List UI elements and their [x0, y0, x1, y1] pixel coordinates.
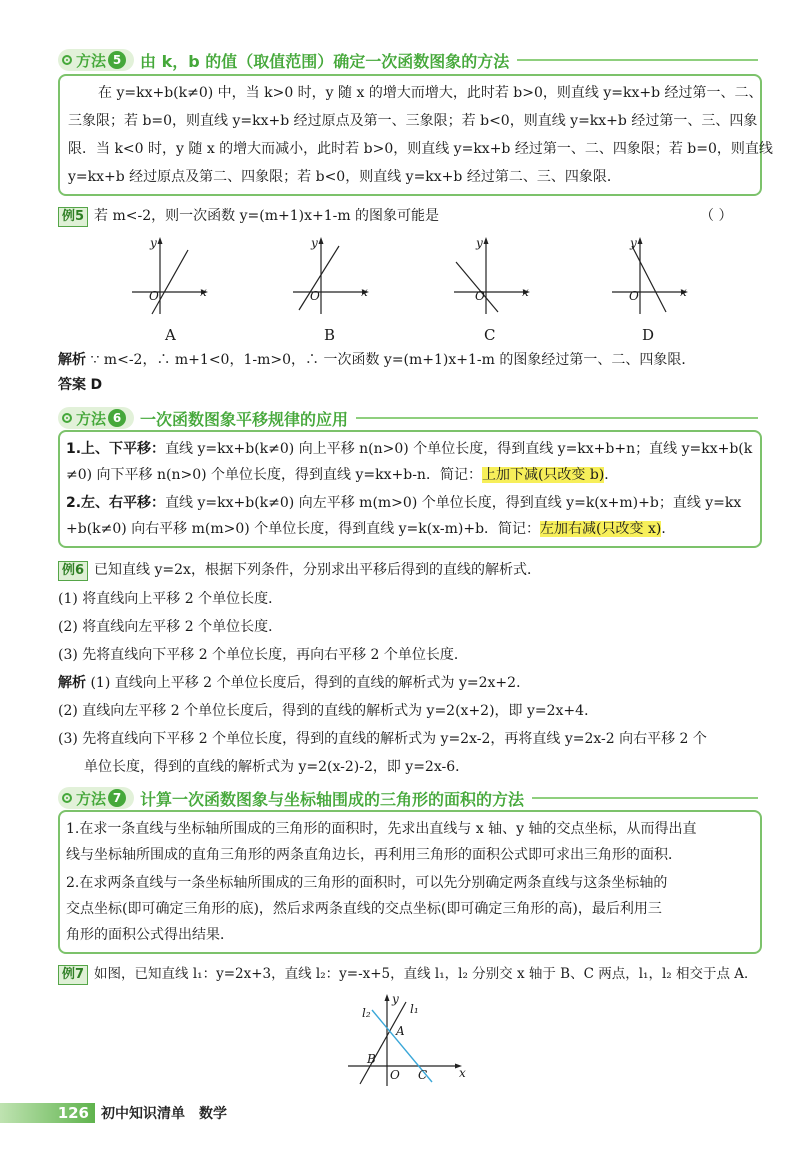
- highlight-mnemonic: 上加下减(只改变 b): [481, 467, 605, 483]
- circle-bullet-icon: [62, 793, 72, 803]
- header-rule: [517, 59, 758, 61]
- example7-question: 例7 如图，已知直线 l₁：y=2x+3，直线 l₂：y=-x+5，直线 l₁，l₂ 分别交 x 轴于 B、C 两点，l₁，l₂ 相交于点 A．: [58, 964, 758, 985]
- example7-figure: [340, 990, 470, 1090]
- example-tag: 例6: [58, 561, 88, 581]
- method6-item2-line1: 2.左、右平移：直线 y=kx+b(k≠0) 向左平移 m(m>0) 个单位长度，得到直线 y=k(x+m)+b；直线 y=kx: [66, 495, 742, 511]
- graph-d-x: x: [680, 285, 687, 299]
- graph-c-x: x: [522, 285, 529, 299]
- method7-line-2: 线与坐标轴所围成的直角三角形的两条直角边长，再利用三角形的面积公式即可求出三角形的面积．: [66, 847, 682, 863]
- graph-c-label: C: [484, 326, 496, 344]
- fig-l2-label: l₂: [362, 1006, 371, 1020]
- method7-title: 计算一次函数图象与坐标轴围成的三角形的面积的方法: [140, 789, 525, 809]
- method5-header: [58, 48, 758, 72]
- method7-line-3: 2.在求两条直线与一条坐标轴所围成的三角形的面积时，可以先分别确定两条直线与这条坐标轴的: [66, 875, 668, 891]
- method7-line-4: 交点坐标(即可确定三角形的底)，然后求两条直线的交点坐标(即可确定三角形的高)，最后利用三: [66, 901, 662, 917]
- fig-y-label: y: [392, 992, 399, 1006]
- example-tag: 例7: [58, 965, 88, 985]
- graph-d: [610, 236, 690, 316]
- method-number: 5: [108, 51, 126, 69]
- graph-b-y: y: [311, 236, 318, 250]
- method-tag: 方法 5: [58, 49, 134, 71]
- method5-line-3: 限．当 k<0 时，y 随 x 的增大而减小，此时若 b>0，则直线 y=kx+b 经过第一、二、四象限；若 b=0，则直线: [68, 141, 773, 157]
- example5-question: 例5 若 m<-2，则一次函数 y=(m+1)x+1-m 的图象可能是: [58, 206, 439, 227]
- fig-b-label: B: [367, 1052, 376, 1066]
- answer-value: D: [90, 377, 103, 393]
- graph-a-label: A: [165, 326, 176, 344]
- method5-line-2: 三象限；若 b=0，则直线 y=kx+b 经过原点及第一、三象限；若 b<0，则直线 y=kx+b 经过第一、三、四象: [68, 113, 758, 129]
- example6-a1: 解析 (1) 直线向上平移 2 个单位长度后，得到的直线的解析式为 y=2x+2．: [58, 675, 531, 691]
- graph-b: [291, 236, 371, 316]
- graph-b-label: B: [324, 326, 336, 344]
- example6-a2: (2) 直线向左平移 2 个单位长度后，得到的直线的解析式为 y=2(x+2)，即 y=2x+4．: [58, 703, 599, 719]
- method7-line-1: 1.在求一条直线与坐标轴所围成的三角形的面积时，先求出直线与 x 轴、y 轴的交点坐标，从而得出直: [66, 821, 697, 837]
- example6-q1: (1) 将直线向上平移 2 个单位长度．: [58, 591, 283, 607]
- example6-q2: (2) 将直线向左平移 2 个单位长度．: [58, 619, 283, 635]
- fig-c-label: C: [418, 1068, 428, 1082]
- analysis-label: 解析: [58, 675, 86, 691]
- example5-answer: [58, 375, 102, 395]
- method6-title: 一次函数图象平移规律的应用: [140, 409, 349, 429]
- page-footer: [0, 1103, 227, 1123]
- method5-line-4: y=kx+b 经过原点及第二、四象限；若 b<0，则直线 y=kx+b 经过第二、三、四象限．: [68, 169, 621, 185]
- example5-analysis: 解析 ∵ m<-2，∴ m+1<0，1-m>0，∴ 一次函数 y=(m+1)x+1-m 的图象经过第一、二、四象限．: [58, 352, 696, 368]
- graph-d-origin: O: [629, 289, 639, 303]
- answer-paren: （ ）: [700, 208, 733, 224]
- header-rule: [356, 417, 758, 419]
- graph-a: [130, 236, 210, 316]
- fig-a-label: A: [396, 1024, 405, 1038]
- method-tag: 方法 6: [58, 407, 134, 429]
- example6-q3: (3) 先将直线向下平移 2 个单位长度，再向右平移 2 个单位长度．: [58, 647, 468, 663]
- example6-a3-line2: 单位长度，得到的直线的解析式为 y=2(x-2)-2，即 y=2x-6．: [84, 759, 470, 775]
- method5-line-1: 在 y=kx+b(k≠0) 中，当 k>0 时，y 随 x 的增大而增大，此时若 b>0，则直线 y=kx+b 经过第一、二、: [98, 85, 763, 101]
- graph-a-x: x: [200, 285, 207, 299]
- method7-header: [58, 786, 758, 810]
- graph-a-y: y: [150, 236, 157, 250]
- method5-title: 由 k，b 的值（取值范围）确定一次函数图象的方法: [140, 51, 510, 71]
- example-tag: 例5: [58, 207, 88, 227]
- circle-bullet-icon: [62, 55, 72, 65]
- example6-a3-line1: (3) 先将直线向下平移 2 个单位长度，得到的直线的解析式为 y=2x-2，再将直线 y=2x-2 向右平移 2 个: [58, 731, 707, 747]
- fig-l1-label: l₁: [410, 1002, 419, 1016]
- graph-d-y: y: [630, 236, 637, 250]
- answer-label: 答案: [58, 377, 86, 393]
- graph-c-origin: O: [475, 289, 485, 303]
- graph-b-origin: O: [310, 289, 320, 303]
- graph-b-x: x: [361, 285, 368, 299]
- method6-item2-line2: +b(k≠0) 向右平移 m(m>0) 个单位长度，得到直线 y=k(x-m)+b．简记：左加右减(只改变 x)．: [66, 521, 676, 537]
- fig-x-label: x: [459, 1066, 466, 1080]
- graph-c-y: y: [476, 236, 483, 250]
- method-number: 7: [108, 789, 126, 807]
- circle-bullet-icon: [62, 413, 72, 423]
- method-number: 6: [108, 409, 126, 427]
- method-tag: 方法 7: [58, 787, 134, 809]
- highlight-mnemonic: 左加右减(只改变 x): [540, 521, 662, 537]
- method6-item1-line2: ≠0) 向下平移 n(n>0) 个单位长度，得到直线 y=kx+b-n．简记：上加下减(只改变 b)．: [66, 467, 619, 483]
- book-title: 初中知识清单 数学: [101, 1106, 227, 1122]
- method7-line-5: 角形的面积公式得出结果．: [66, 927, 234, 943]
- page-number: 126: [0, 1103, 95, 1123]
- fig-o-label: O: [390, 1068, 400, 1082]
- header-rule: [532, 797, 758, 799]
- graph-c: [452, 236, 532, 316]
- example6-question: 例6 已知直线 y=2x，根据下列条件，分别求出平移后得到的直线的解析式．: [58, 560, 541, 581]
- method6-item1-line1: 1.上、下平移：直线 y=kx+b(k≠0) 向上平移 n(n>0) 个单位长度，得到直线 y=kx+b+n；直线 y=kx+b(k: [66, 441, 753, 457]
- analysis-label: 解析: [58, 352, 86, 368]
- graph-d-label: D: [642, 326, 655, 344]
- graph-a-origin: O: [149, 289, 159, 303]
- method6-header: [58, 406, 758, 430]
